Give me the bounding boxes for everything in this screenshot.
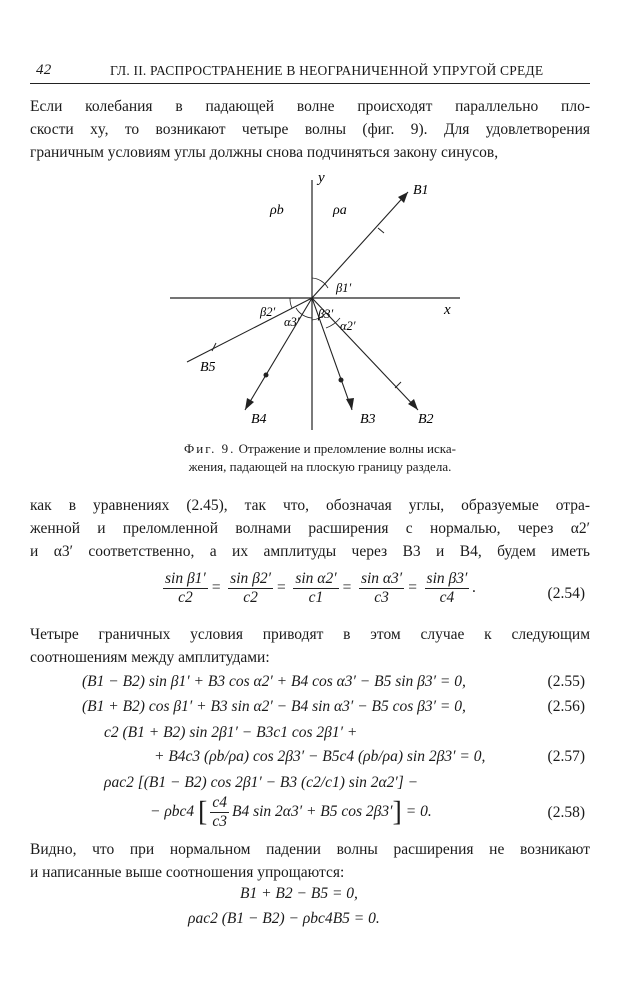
- fraction: $\frac{\text{sin β1′}}{c2}$: [165, 570, 206, 606]
- equation-final-2: ρac2 (B1 − B2) − ρbc4B5 = 0.: [188, 910, 380, 927]
- label-x: x: [444, 302, 451, 318]
- caption-line: жения, падающей на плоскую границу раздела.: [188, 459, 452, 474]
- text-line: и α3′ соответственно, а их амплитуды через B3 и B4, будем иметь: [30, 543, 590, 560]
- label-B4: B4: [251, 412, 267, 427]
- label-B2: B2: [418, 412, 434, 427]
- text-line: Четыре граничных условия приводят в этом случае к следующим: [30, 626, 590, 643]
- text-line: скости xy, то возникают четыре волны (фиг. 9). Для удовлетворения: [30, 121, 590, 138]
- equation-2-54: $\frac{\text{sin β1′}}{c2}$ = $\frac{\text{sin β2′}}{c2}$ = $\frac{\text{sin α2′}}{c1}$ = $\frac{\text{sin α3′}}{c3}$ = $\frac{\text{sin β3′}}{c4}$ .: [165, 570, 477, 606]
- caption-label: Фиг. 9.: [184, 441, 236, 456]
- label-beta3: β3′: [318, 307, 334, 321]
- running-header: [30, 59, 590, 84]
- paragraph-normal-incidence: [30, 838, 590, 884]
- label-beta1: β1′: [336, 281, 352, 295]
- fraction: $\frac{\text{sin β2′}}{c2}$: [230, 570, 271, 606]
- equation-2-56: (B1 + B2) cos β1′ + B3 sin α2′ − B4 sin α3′ − B5 cos β3′ = 0,: [82, 698, 466, 715]
- angle-arc-beta2: [290, 298, 292, 308]
- arrow-B4: [245, 398, 254, 410]
- paragraph-angles: [30, 494, 590, 563]
- equation-2-55: (B1 − B2) sin β1′ + B3 cos α2′ + B4 cos α3′ − B5 sin β3′ = 0,: [82, 673, 466, 690]
- fraction: $\frac{c4}{c3}$: [212, 794, 227, 830]
- equation-2-58-line2: − ρbc4 [ $\frac{c4}{c3}$ B4 sin 2α3′ + B5 cos 2β3′] = 0.: [150, 794, 432, 830]
- paragraph-intro: [30, 95, 590, 164]
- text-line: Если колебания в падающей волне происходят параллельно пло-: [30, 98, 590, 115]
- running-head-title: ГЛ. II. РАСПРОСТРАНЕНИЕ В НЕОГРАНИЧЕННОЙ УПРУГОЙ СРЕДЕ: [110, 63, 544, 78]
- label-y: y: [318, 170, 325, 186]
- label-rho-b: ρb: [270, 203, 284, 218]
- paragraph-boundary-conditions: [30, 623, 590, 669]
- fraction: $\frac{\text{sin β3′}}{c4}$: [426, 570, 468, 606]
- fraction: $\frac{\text{sin α3′}}{c3}$: [360, 570, 403, 606]
- arrow-B3: [346, 398, 354, 410]
- figure-9-diagram: [0, 170, 635, 440]
- tick-B1: [378, 228, 384, 233]
- dot-B4: [264, 373, 269, 378]
- text-line: соотношениям между амплитудами:: [30, 649, 270, 666]
- equation-final-1: B1 + B2 − B5 = 0,: [240, 885, 358, 902]
- text-line: и написанные выше соотношения упрощаются:: [30, 864, 345, 881]
- equation-number: (2.54): [547, 585, 585, 602]
- label-B5: B5: [200, 360, 216, 375]
- caption-line: Отражение и преломление волны иска-: [238, 441, 456, 456]
- text-line: Видно, что при нормальном падении волны расширения не возникают: [30, 841, 590, 858]
- dot-B3: [339, 378, 344, 383]
- equation-2-58-line1: ρac2 [(B1 − B2) cos 2β1′ − B3 (c2/c1) sin 2α2′] −: [104, 774, 419, 791]
- equation-number: (2.56): [547, 698, 585, 715]
- figure-caption: [150, 440, 490, 476]
- equation-number: (2.57): [547, 748, 585, 765]
- equation-2-57-line2: + B4c3 (ρb/ρa) cos 2β3′ − B5c4 (ρb/ρa) sin 2β3′ = 0,: [154, 748, 486, 765]
- ray-B1: [312, 192, 408, 298]
- label-B3: B3: [360, 412, 376, 427]
- label-B1: B1: [413, 183, 429, 198]
- text-line: как в уравнениях (2.45), так что, обозначая углы, образуемые отра-: [30, 497, 590, 514]
- label-alpha3: α3′: [284, 315, 300, 329]
- label-rho-a: ρa: [333, 203, 347, 218]
- equation-number: (2.55): [547, 673, 585, 690]
- label-beta2: β2′: [260, 305, 276, 319]
- label-alpha2: α2′: [340, 319, 356, 333]
- page-number: 42: [36, 62, 52, 78]
- equation-2-57-line1: c2 (B1 + B2) sin 2β1′ − B3c1 cos 2β1′ +: [104, 724, 358, 741]
- text-line: граничным условиям углы должны снова подчиняться закону синусов,: [30, 144, 499, 161]
- fraction: $\frac{\text{sin α2′}}{c1}$: [295, 570, 337, 606]
- text-line: женной и преломленной волнами расширения с нормалью, через α2′: [30, 520, 590, 537]
- tick-B2: [395, 382, 401, 388]
- equation-number: (2.58): [547, 804, 585, 821]
